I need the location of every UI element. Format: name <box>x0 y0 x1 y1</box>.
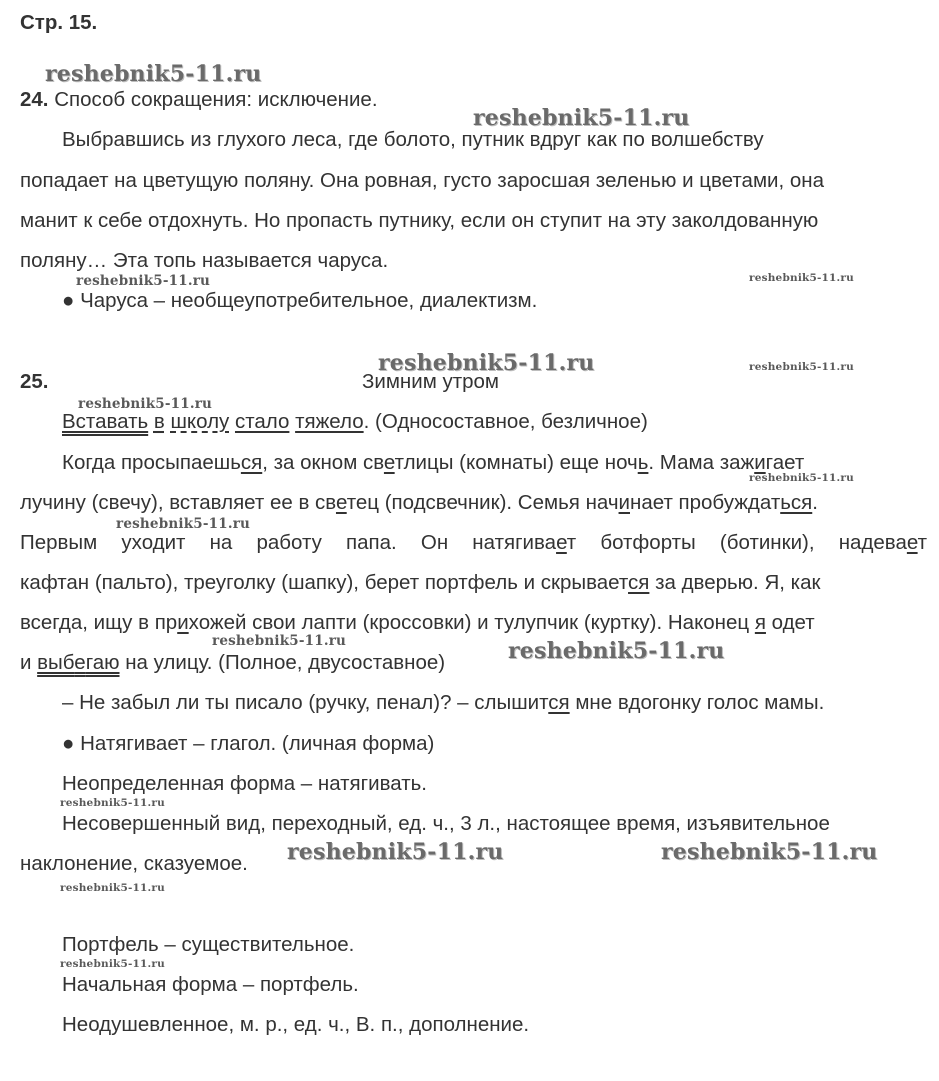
text-run: . <box>812 491 818 514</box>
marked-letters: ся <box>548 691 570 714</box>
exercise-25-title: Зимним утром <box>362 370 500 393</box>
exercise-25-dialogue <box>62 689 824 717</box>
text-run: т <box>917 531 927 554</box>
exercise-25-sentence-1 <box>62 408 648 436</box>
exercise-24-line-1: Выбравшись из глухого леса, где болото, путник вдруг как по волшебству <box>62 128 764 151</box>
marked-letters: е <box>906 531 918 554</box>
watermark: reshebnik5-11.ru <box>60 882 165 894</box>
text-run: тец (подсвечник). Семья нач <box>346 491 619 514</box>
exercise-24-intro <box>20 86 378 114</box>
text-run: за дверью. Я, как <box>649 571 821 594</box>
watermark: reshebnik5-11.ru <box>508 638 725 664</box>
text-run: на улицу. (Полное, двусоставное) <box>119 651 446 674</box>
subject-word: Вставать <box>62 410 149 433</box>
watermark: reshebnik5-11.ru <box>473 105 690 131</box>
watermark: reshebnik5-11.ru <box>212 633 347 649</box>
modifier-word: школу <box>170 410 230 433</box>
watermark: reshebnik5-11.ru <box>287 839 504 865</box>
text-run: т ботфорты (ботинки), надева <box>566 531 907 554</box>
predicate-word: стало <box>234 410 290 433</box>
exercise-24-bullet: ● Чаруса – необщеупотребительное, диалектизм. <box>62 289 538 312</box>
verb-infinitive-line: Неопределенная форма – натягивать. <box>62 772 427 795</box>
predicate-word: гаю <box>85 651 120 674</box>
marked-letters: и <box>754 451 766 474</box>
sentence-note: . (Односоставное, безличное) <box>363 410 648 433</box>
marked-letters: ся <box>628 571 650 594</box>
marked-letters: ся <box>240 451 263 474</box>
watermark: reshebnik5-11.ru <box>78 396 213 412</box>
text-run: лучину (свечу), вставляет ее в св <box>20 491 336 514</box>
marked-letters: е <box>335 491 347 514</box>
noun-line: Портфель – существительное. <box>62 933 355 956</box>
text-run: – Не забыл ли ты писало (ручку, пенал)? – слышит <box>62 691 549 714</box>
noun-features-line: Неодушевленное, м. р., ед. ч., В. п., дополнение. <box>62 1013 530 1036</box>
exercise-24-method: Способ сокращения: исключение. <box>54 88 378 111</box>
watermark: reshebnik5-11.ru <box>60 958 165 970</box>
text-run: одет <box>765 611 815 634</box>
text-run: Когда просыпаешь <box>62 451 241 474</box>
marked-letters: ь <box>637 451 649 474</box>
exercise-25-number: 25. <box>20 370 49 393</box>
predicate-word: е <box>74 651 86 674</box>
text-run: . Мама заж <box>648 451 755 474</box>
exercise-24-line-2: попадает на цветущую поляну. Она ровная, густо заросшая зеленью и цветами, она <box>20 169 825 192</box>
text-run: кафтан (пальто), треуголку (шапку), берет портфель и скрывает <box>20 571 629 594</box>
marked-letters: ься <box>780 491 813 514</box>
exercise-25-line-5 <box>20 609 815 637</box>
marked-letters: и <box>177 611 189 634</box>
text-run: гает <box>765 451 805 474</box>
watermark: reshebnik5-11.ru <box>76 273 211 289</box>
watermark: reshebnik5-11.ru <box>45 61 262 87</box>
watermark: reshebnik5-11.ru <box>749 272 854 284</box>
subject-word: я <box>754 611 766 634</box>
watermark: reshebnik5-11.ru <box>749 361 854 373</box>
noun-initial-form-line: Начальная форма – портфель. <box>62 973 359 996</box>
text-run: нает пробуждат <box>630 491 781 514</box>
marked-letters: е <box>383 451 395 474</box>
exercise-24-number: 24. <box>20 88 49 111</box>
text-run: мне вдогонку голос мамы. <box>569 691 825 714</box>
predicate-word: выб <box>37 651 75 674</box>
watermark: reshebnik5-11.ru <box>60 797 165 809</box>
verb-features-line: Несовершенный вид, переходный, ед. ч., 3 л., настоящее время, изъявительное <box>62 812 830 835</box>
watermark: reshebnik5-11.ru <box>749 472 854 484</box>
text-run: Первым уходит на работу папа. Он натягива <box>20 531 557 554</box>
exercise-25-line-3 <box>20 529 927 557</box>
exercise-25-line-2 <box>20 489 818 517</box>
marked-letters: е <box>556 531 567 554</box>
verb-features-line-2: наклонение, сказуемое. <box>20 852 248 875</box>
exercise-24-line-3: манит к себе отдохнуть. Но пропасть путнику, если он ступит на эту заколдованную <box>20 209 819 232</box>
exercise-24-line-4: поляну… Эта топь называется чаруса. <box>20 249 389 272</box>
modifier-word: в <box>153 410 165 433</box>
watermark: reshebnik5-11.ru <box>378 350 595 376</box>
exercise-25-line-1 <box>62 449 804 477</box>
watermark: reshebnik5-11.ru <box>661 839 878 865</box>
text-run: тлицы (комнаты) еще ноч <box>394 451 638 474</box>
text-run: и <box>20 651 38 674</box>
marked-letters: и <box>618 491 630 514</box>
exercise-25-line-4 <box>20 569 820 597</box>
exercise-25-line-6 <box>20 649 445 677</box>
text-run: всегда, ищу в пр <box>20 611 178 634</box>
text-run: , за окном св <box>262 451 384 474</box>
page-number: Стр. 15. <box>20 11 98 34</box>
exercise-25-bullet: ● Натягивает – глагол. (личная форма) <box>62 732 435 755</box>
watermark: reshebnik5-11.ru <box>116 516 251 532</box>
text-run: хожей свои лапти (кроссовки) и тулупчик (куртку). Наконец <box>188 611 755 634</box>
predicate-word: тяжело <box>295 410 364 433</box>
